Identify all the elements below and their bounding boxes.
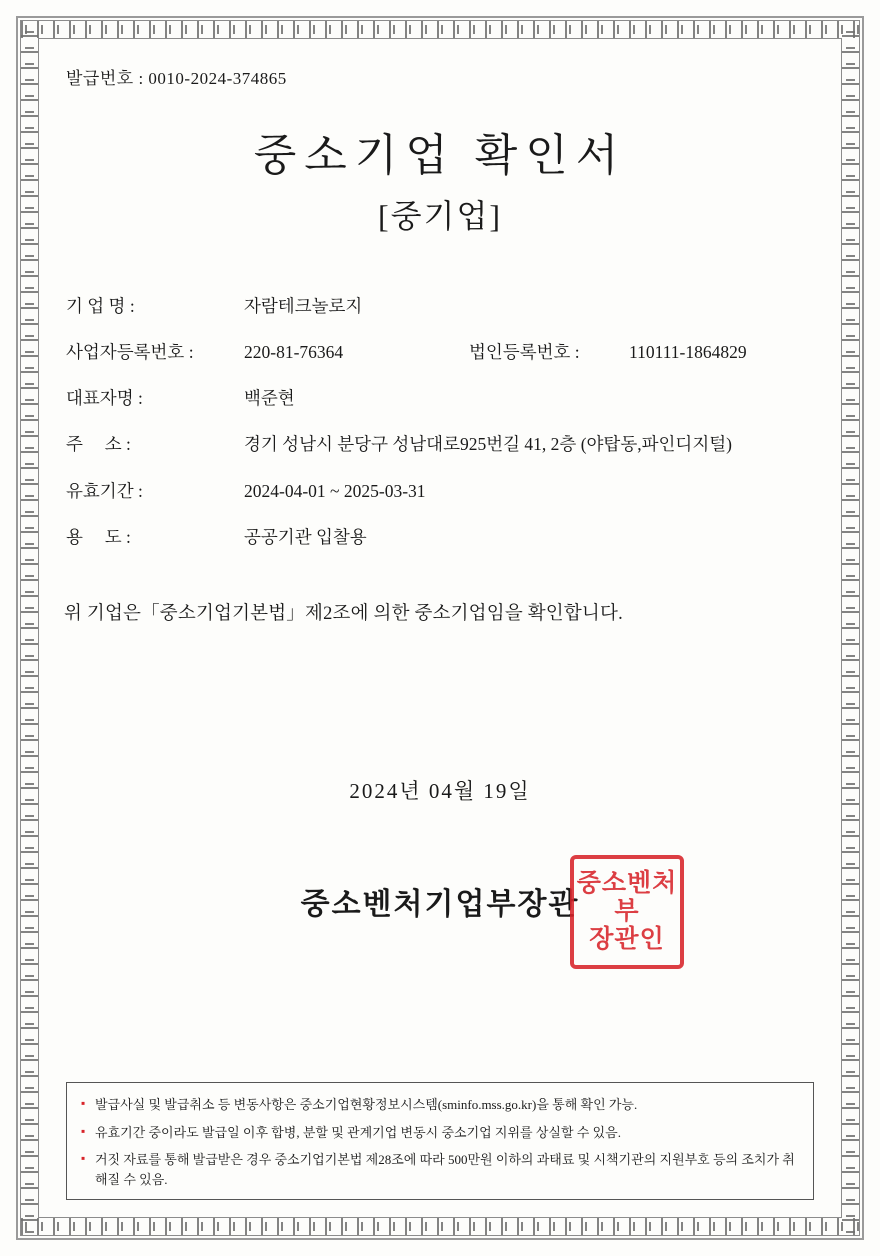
issue-date: 2024년 04월 19일 [349, 778, 531, 803]
field-list [66, 293, 822, 551]
page-title: 중소기업 확인서 [253, 131, 627, 180]
field-row-validity-period [66, 478, 822, 505]
field-value: 2024-04-01 ~ 2025-03-31 [244, 480, 426, 501]
field-label: 유효기간 : [66, 480, 143, 501]
page-subtitle: [중기업] [377, 198, 503, 234]
field-label-secondary: 법인등록번호 : [469, 342, 580, 363]
field-row-business-registration [66, 339, 822, 366]
field-row-company-name [66, 293, 822, 320]
field-value: 자람테크놀로지 [244, 296, 363, 316]
field-value: 백준현 [244, 388, 295, 409]
field-value-secondary: 110111-1864829 [629, 342, 747, 363]
footnote-item [81, 1150, 799, 1189]
confirmation-statement: 위 기업은「중소기업기본법」제2조에 의한 중소기업임을 확인합니다. [64, 603, 623, 624]
issue-number-line [66, 64, 822, 89]
certificate-content [58, 52, 822, 1208]
field-row-address [66, 431, 822, 458]
field-label: 사업자등록번호 : [66, 342, 194, 363]
bullet-icon: ▪ [81, 1096, 86, 1110]
footnotes-box [66, 1082, 814, 1200]
issue-number-label: 발급번호 : [66, 69, 144, 88]
official-seal-stamp [570, 855, 684, 969]
field-row-purpose [66, 524, 822, 551]
footnote-item [81, 1123, 799, 1143]
signer-title: 중소벤처기업부장관 [300, 887, 580, 921]
seal-line-2: 부 [614, 897, 640, 925]
field-label: 대표자명 : [66, 388, 143, 409]
seal-line-1: 중소벤처 [576, 869, 678, 897]
field-value: 경기 성남시 분당구 성남대로925번길 41, 2층 (야탑동,파인디지털) [244, 434, 732, 455]
field-label: 기 업 명 : [66, 296, 135, 316]
field-value: 공공기관 입찰용 [244, 526, 367, 547]
field-label: 용 도 : [66, 526, 131, 547]
footnote-item [81, 1095, 799, 1115]
footnote-text: 발급사실 및 발급취소 등 변동사항은 중소기업현황정보시스템(sminfo.mss.go.kr)을 통해 확인 가능. [95, 1097, 638, 1112]
field-row-representative [66, 385, 822, 412]
bullet-icon: ▪ [81, 1151, 86, 1165]
field-label: 주 소 : [66, 434, 131, 455]
issue-number-value: 0010-2024-374865 [148, 69, 287, 88]
bullet-icon: ▪ [81, 1123, 86, 1138]
seal-line-3: 장관인 [589, 925, 665, 953]
footnote-text: 유효기간 중이라도 발급일 이후 합병, 분할 및 관계기업 변동시 중소기업 지위를 상실할 수 있음. [95, 1124, 621, 1140]
field-value: 220-81-76364 [244, 342, 344, 363]
footnote-text: 거짓 자료를 통해 발급받은 경우 중소기업기본법 제28조에 따라 500만원 이하의 과태료 및 시책기관의 지원부호 등의 조치가 취해질 수 있음. [95, 1152, 795, 1187]
signature-area [58, 855, 822, 975]
